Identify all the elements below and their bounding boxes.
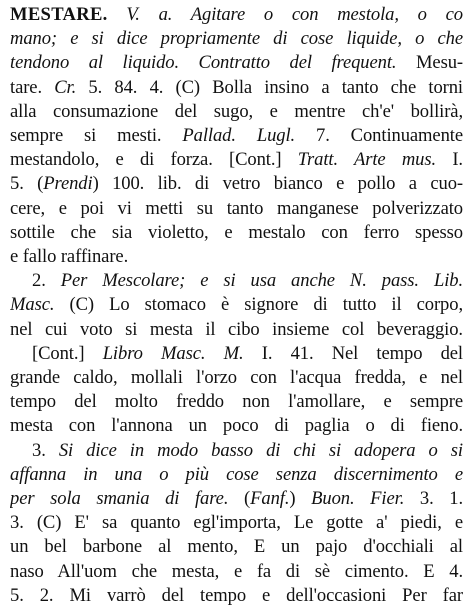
italic-text: Cr. [54, 76, 77, 98]
text-line [10, 197, 463, 221]
entry-section-main-definition [10, 3, 463, 269]
text-run [108, 4, 127, 25]
dictionary-entry-mestare [10, 3, 463, 608]
text-run: naso All'uom che mesta, e fa di sè cimento. E 4. [10, 560, 463, 582]
text-line [10, 76, 463, 100]
text-line [10, 535, 463, 559]
text-run: I. [436, 149, 463, 171]
italic-text: Fanf. [250, 488, 290, 510]
text-run: 3. [32, 439, 59, 461]
text-run: mesta con l'annona un poco di paglia o di fieno. [10, 415, 463, 437]
italic-text: tendono al liquido. Contratto del frequent. [10, 52, 397, 74]
text-line [10, 245, 463, 269]
text-run: 5. 2. Mi varrò del tempo e dell'occasioni Per far [10, 584, 463, 606]
text-line [10, 51, 463, 75]
text-line [10, 293, 463, 317]
italic-text: V. a. Agitare o con mestola, o co [126, 4, 463, 25]
text-run: alla consumazione del sugo, e mentre ch'e' bollirà, [10, 100, 463, 122]
text-line [10, 100, 463, 124]
text-line [10, 487, 463, 511]
text-line [10, 221, 463, 245]
text-run: sempre si mesti. [10, 125, 183, 147]
italic-text: Si dice in modo basso di chi si adopera o si [58, 439, 463, 461]
text-run: ) [289, 488, 312, 510]
text-line [10, 390, 463, 414]
text-line [10, 148, 463, 172]
italic-text: Masc. [10, 294, 55, 316]
headword: MESTARE. [10, 4, 108, 25]
text-run: Mesu- [396, 52, 463, 74]
text-line [10, 318, 463, 342]
text-line [10, 27, 463, 51]
text-run: (C) Lo stomaco è signore di tutto il corpo, [54, 294, 463, 316]
text-line [10, 560, 463, 584]
italic-text: per sola smania di fare. [10, 488, 229, 510]
text-line [10, 584, 463, 608]
text-line [10, 463, 463, 487]
text-run: cere, e poi vi metti su tanto manganese polverizzato [10, 197, 463, 219]
text-line [10, 439, 463, 463]
text-line [10, 124, 463, 148]
text-run: 5. 84. 4. (C) Bolla insino a tanto che torni [76, 76, 463, 98]
text-line [10, 342, 463, 366]
text-run: grande caldo, mollali l'orzo con l'acqua fredda, e nel [10, 367, 463, 389]
text-run: ( [228, 488, 251, 510]
italic-text: Tratt. Arte mus. [297, 149, 437, 171]
text-run: mestandolo, e di forza. [Cont.] [10, 149, 298, 171]
text-run: 3. (C) E' sa quanto egl'importa, Le gotte a' piedi, e [10, 512, 463, 534]
text-line [10, 269, 463, 293]
italic-text: Per Mescolare; e si usa anche N. pass. Lib. [60, 270, 463, 292]
text-run: tempo del molto freddo non l'amollare, e sempre [10, 391, 463, 413]
text-run: nel cui voto si mesta il cibo insieme col beveraggio. [10, 318, 463, 340]
italic-text: Pallad. Lugl. [182, 125, 296, 147]
text-run: un bel barbone al mento, E un pajo d'occhiali al [10, 536, 463, 558]
text-run: tare. [10, 76, 55, 98]
text-run: ) 100. lib. di vetro bianco e pollo a cuo- [92, 173, 463, 195]
text-line [10, 414, 463, 438]
italic-text: Libro Masc. M. [102, 342, 244, 364]
text-line [10, 3, 463, 27]
text-line [10, 511, 463, 535]
italic-text: mano; e si dice propriamente di cose liquide, o che [10, 28, 463, 50]
text-run: 7. Continuamente [295, 125, 463, 147]
text-line [10, 172, 463, 196]
italic-text: Prendi [43, 173, 93, 195]
entry-section-sense-3-figurative [10, 439, 463, 608]
text-run: 3. 1. [404, 488, 463, 510]
entry-section-sense-2-mescolare [10, 269, 463, 438]
italic-text: Buon. Fier. [311, 488, 405, 510]
text-run: I. 41. Nel tempo del [243, 342, 463, 364]
text-run: sottile che sia violetto, e mestalo con ferro spesso [10, 221, 463, 243]
text-line [10, 366, 463, 390]
text-run: 2. [32, 270, 61, 292]
italic-text: affanna in una o più cose senza discernimento e [10, 463, 463, 485]
text-run: 5. ( [10, 173, 44, 195]
text-run: [Cont.] [32, 342, 103, 364]
text-run: e fallo raffinare. [10, 246, 129, 268]
